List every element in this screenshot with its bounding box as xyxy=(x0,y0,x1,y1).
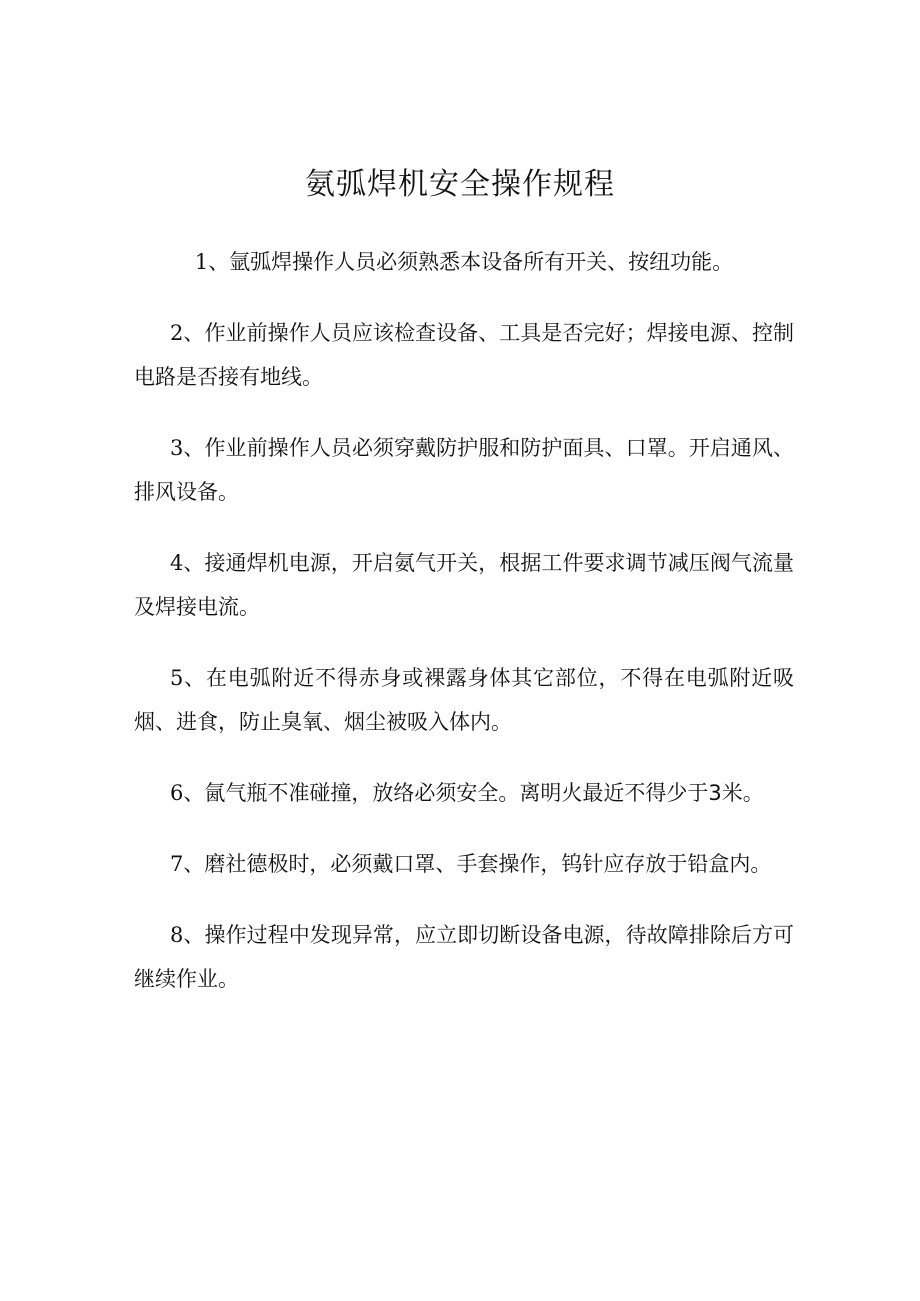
rule-text: 、操作过程中发现异常，应立即切断设备电源，待故障排除后方可继续作业。 xyxy=(134,923,794,991)
rule-item xyxy=(134,426,794,514)
rule-text: 、接通焊机电源，开启氨气开关，根据工件要求调节减压阀气流量及焊接电流。 xyxy=(134,551,794,619)
rule-text: 、磨社德极时，必须戴口罩、手套操作，钨针应存放于铅盒内。 xyxy=(183,852,772,876)
rule-item xyxy=(134,842,794,886)
rule-text: 、作业前操作人员必须穿戴防护服和防护面具、口罩。开启通风、排风设备。 xyxy=(134,436,794,504)
rule-item xyxy=(134,656,794,744)
rule-item xyxy=(134,541,794,629)
rule-number: 6 xyxy=(170,781,184,805)
rule-number: 3 xyxy=(170,436,184,460)
rule-item xyxy=(134,913,794,1001)
rule-text: 、氩弧焊操作人员必须熟悉本设备所有开关、按纽功能。 xyxy=(208,250,734,274)
rule-item xyxy=(134,311,794,399)
rule-number: 7 xyxy=(170,852,184,876)
rule-number: 5 xyxy=(170,666,184,690)
rule-number: 8 xyxy=(170,923,184,947)
rule-number: 1 xyxy=(194,250,209,274)
document-title: 氨弧焊机安全操作规程 xyxy=(305,167,615,202)
rule-text: 、作业前操作人员应该检查设备、工具是否完好；焊接电源、控制电路是否接有地线。 xyxy=(134,321,794,389)
rule-number: 4 xyxy=(170,551,184,575)
rule-item xyxy=(134,771,794,815)
rules-list xyxy=(134,240,794,1028)
rule-text: 、氤气瓶不准碰撞，放络必须安全。离明火最近不得少于3米。 xyxy=(183,781,764,805)
rule-item xyxy=(134,240,794,284)
rule-number: 2 xyxy=(170,321,184,345)
rule-text: 、在电弧附近不得赤身或裸露身体其它部位，不得在电弧附近吸烟、进食，防止臭氧、烟尘被吸入体内。 xyxy=(134,666,794,734)
